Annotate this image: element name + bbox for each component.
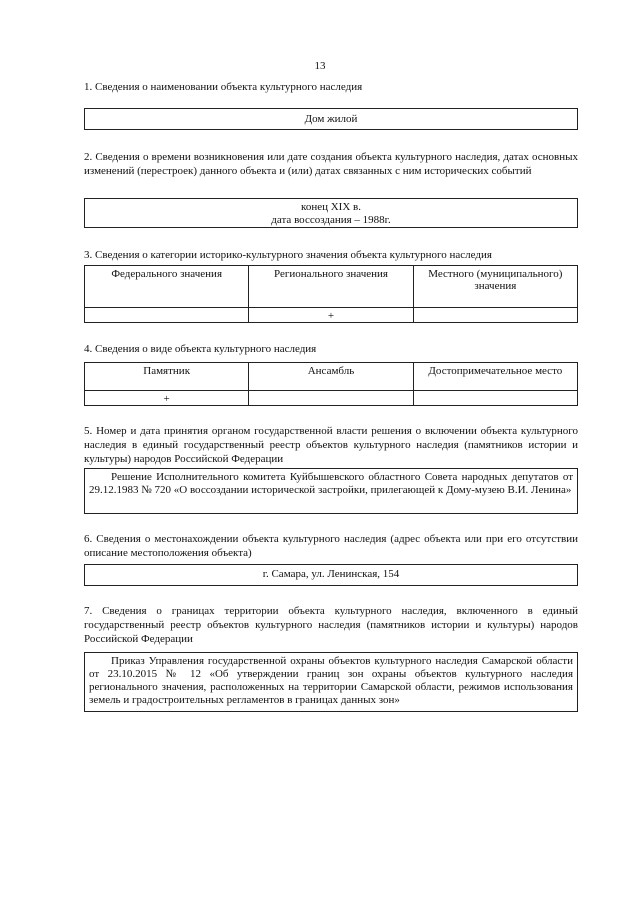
section-5-value: Решение Исполнительного комитета Куйбышевского областного Совета народных депутатов от 29.12.1983 № 720 «О воссоздании исторической застройки, прилегающей к Дому-музею В.И. Ленина» xyxy=(89,471,573,496)
type-monument-header: Памятник xyxy=(85,363,249,391)
section-1-value: Дом жилой xyxy=(304,113,358,125)
section-6-heading: 6. Сведения о местонахождении объекта культурного наследия (адрес объекта или при его отсутствии описание местоположения объекта) xyxy=(84,533,578,559)
type-landmark-mark xyxy=(413,391,577,406)
section-7-value-box xyxy=(84,652,578,712)
section-2-heading: 2. Сведения о времени возникновения или дате создания объекта культурного наследия, датах основных изменений (перестроек) данного объекта и (или) датах связанных с ним исторических событий xyxy=(84,151,578,177)
category-local-mark xyxy=(413,308,577,323)
category-federal-mark xyxy=(85,308,249,323)
section-2-line-2: дата воссоздания – 1988г. xyxy=(271,214,391,226)
section-7-heading: 7. Сведения о границах территории объекта культурного наследия, включенного в единый государственный реестр объектов культурного наследия (памятников истории и культуры) народов Российской Федерации xyxy=(84,605,578,645)
section-5-heading: 5. Номер и дата принятия органом государственной власти решения о включении объекта культурного наследия в единый государственный реестр объектов культурного наследия (памятников истории и культуры) народов Российской Федерации xyxy=(84,425,578,465)
section-3-heading: 3. Сведения о категории историко-культурного значения объекта культурного наследия xyxy=(84,249,492,261)
type-ensemble-mark xyxy=(249,391,413,406)
category-mark-row xyxy=(85,308,578,323)
type-table xyxy=(84,362,578,406)
section-2-value-box xyxy=(84,198,578,228)
section-2-line-1: конец XIX в. xyxy=(301,201,361,213)
type-monument-mark: + xyxy=(85,391,249,406)
category-local-header: Местного (муниципального) значения xyxy=(413,266,577,308)
section-1-value-box xyxy=(84,108,578,130)
category-table xyxy=(84,265,578,323)
type-ensemble-header: Ансамбль xyxy=(249,363,413,391)
type-mark-row xyxy=(85,391,578,406)
section-6-value-box xyxy=(84,564,578,586)
type-header-row xyxy=(85,363,578,391)
section-1-heading: 1. Сведения о наименовании объекта культурного наследия xyxy=(84,81,363,93)
category-federal-header: Федерального значения xyxy=(85,266,249,308)
section-5-value-box xyxy=(84,468,578,514)
category-regional-mark: + xyxy=(249,308,413,323)
page-number: 13 xyxy=(314,60,326,72)
type-landmark-header: Достопримечательное место xyxy=(413,363,577,391)
section-4-heading: 4. Сведения о виде объекта культурного наследия xyxy=(84,343,317,355)
category-regional-header: Регионального значения xyxy=(249,266,413,308)
section-6-value: г. Самара, ул. Ленинская, 154 xyxy=(262,568,400,580)
category-header-row xyxy=(85,266,578,308)
section-7-value: Приказ Управления государственной охраны объектов культурного наследия Самарской области от 23.10.2015 № 12 «Об утверждении границ зон охраны объектов культурного наследия регионального значения, расположенных на территории Самарской области, режимов использования земель и градостроительных регламентов в границах данных зон» xyxy=(89,655,573,706)
